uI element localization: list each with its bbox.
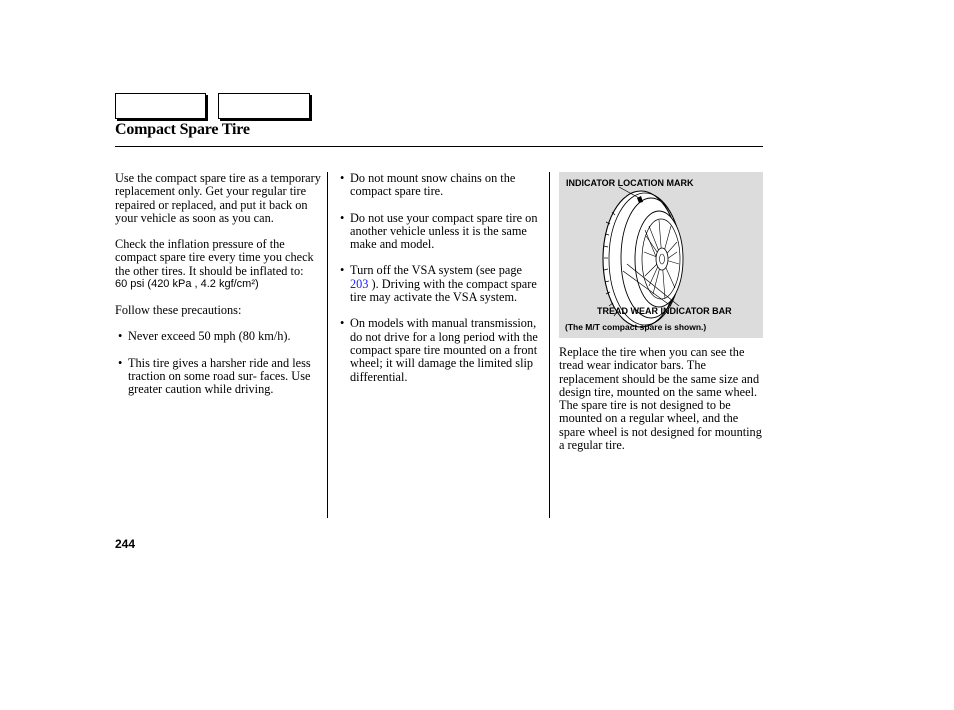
list-item (340, 264, 540, 304)
page-reference-link[interactable]: 203 (350, 276, 369, 291)
list-item (340, 317, 540, 383)
list-item-text: This tire gives a harsher ride and less traction on some road sur- faces. Use greater caution while driving. (128, 355, 311, 397)
figure-label-tread-wear-indicator-bar: TREAD WEAR INDICATOR BAR (597, 306, 732, 316)
vsa-text-after-link: ). Driving with the compact spare tire may activate the VSA system. (350, 276, 537, 305)
bullet-icon: • (340, 316, 345, 331)
list-item (340, 212, 540, 252)
list-item-text: Never exceed 50 mph (80 km/h). (128, 329, 291, 344)
page-title: Compact Spare Tire (115, 121, 250, 138)
bullet-icon: • (340, 210, 345, 225)
list-item (115, 330, 325, 343)
inflation-pressure-value: 60 psi (420 kPa , 4.2 kgf/cm²) (115, 278, 259, 291)
bullet-icon: • (118, 329, 123, 344)
paragraph-inflation: Check the inflation pressure of the compact spare tire every time you check the other tires. It should be inflated to: (115, 237, 314, 278)
column-divider (327, 172, 328, 518)
list-item-text: Do not mount snow chains on the compact spare tire. (350, 171, 516, 199)
title-divider (115, 146, 763, 147)
bullet-icon: • (118, 355, 123, 370)
paragraph-temporary-use: Use the compact spare tire as a temporary replacement only. Get your regular tire repaired or replaced, and put it back on your vehicle as soon as you can. (115, 171, 321, 225)
bullet-icon: • (340, 171, 345, 185)
list-item (115, 357, 325, 397)
column-left (115, 172, 325, 410)
paragraph-precautions: Follow these precautions: (115, 303, 242, 318)
list-item-text: Do not use your compact spare tire on another vehicle unless it is the same make and model. (350, 210, 538, 252)
vsa-text-before-link: Turn off the VSA system (see page (350, 263, 522, 278)
nav-button-1[interactable] (115, 93, 206, 119)
figure-label-indicator-location-mark: INDICATOR LOCATION MARK (566, 178, 694, 188)
page-number: 244 (115, 537, 136, 551)
nav-button-2[interactable] (218, 93, 310, 119)
tire-illustration (559, 172, 763, 338)
column-middle (340, 172, 540, 397)
list-item (340, 172, 540, 199)
column-right (559, 346, 764, 465)
list-item-text (350, 264, 540, 304)
list-item-text: On models with manual transmission, do not drive for a long period with the compact spare tire mounted on a front wheel; it will damage the limited slip differential. (350, 316, 538, 384)
paragraph-replace-tire: Replace the tire when you can see the tread wear indicator bars. The replacement should be the same size and design tire, mounted on the same wheel. The spare tire is not designed to be mounted on a regular wheel, and the spare wheel is not designed for mounting a regular tire. (559, 345, 762, 453)
figure-caption: (The M/T compact spare is shown.) (565, 322, 707, 332)
bullet-icon: • (340, 263, 345, 278)
column-divider (549, 172, 550, 518)
